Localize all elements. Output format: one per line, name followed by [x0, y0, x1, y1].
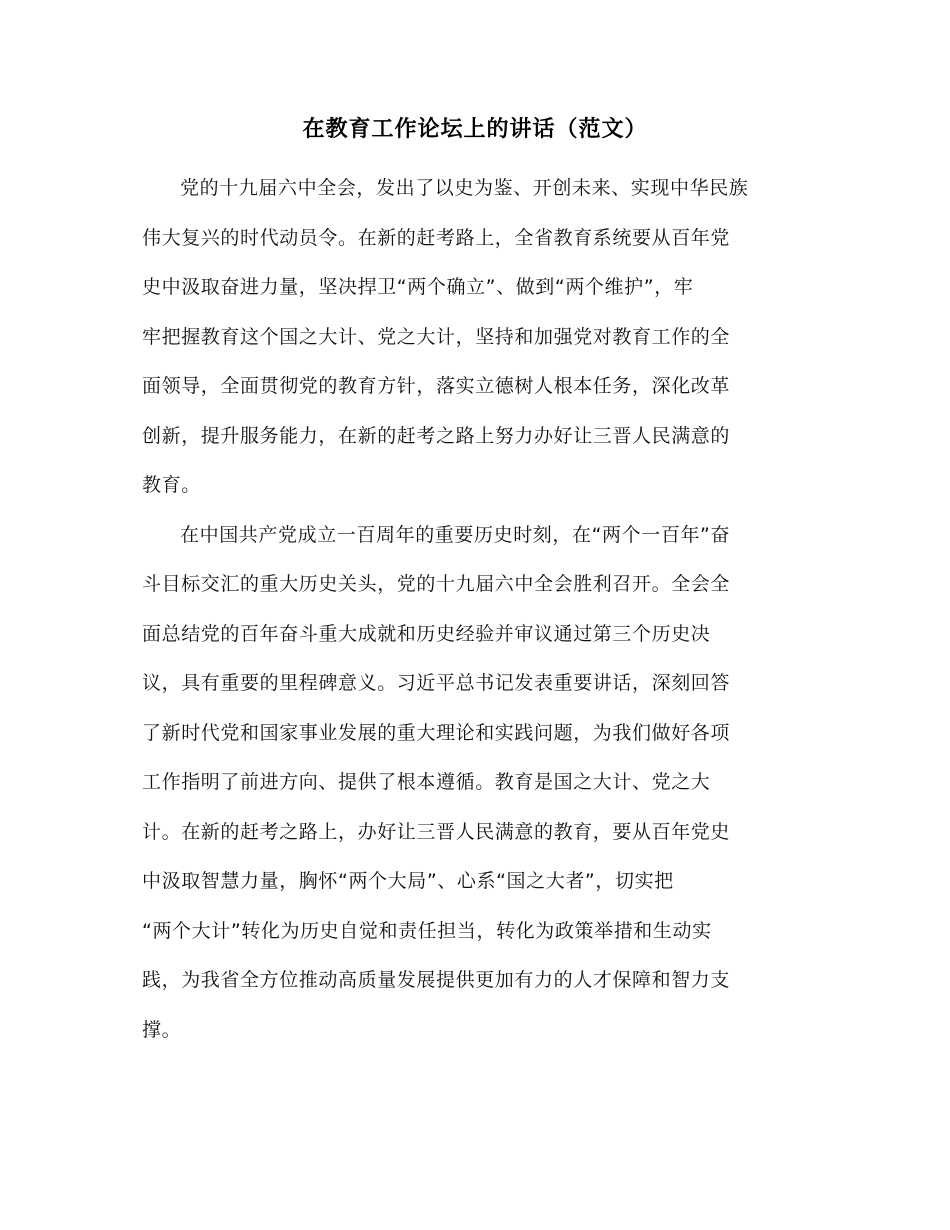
text-line: 中汲取智慧力量，胸怀“两个大局”、心系“国之大者”，切实把	[142, 870, 674, 892]
text-line: 议，具有重要的里程碑意义。习近平总书记发表重要讲话，深刻回答	[142, 672, 731, 694]
text-line: 撑。	[142, 1018, 182, 1041]
text-line: 创新，提升服务能力，在新的赶考之路上努力办好让三晋人民满意的	[142, 424, 731, 447]
text-line: 在中国共产党成立一百周年的重要历史时刻，在“两个一百年”奋	[180, 523, 731, 546]
text-line: “两个大计”转化为历史自觉和责任担当，转化为政策举措和生动实	[142, 919, 712, 942]
text-line: 教育。	[142, 474, 201, 496]
document-title: 在教育工作论坛上的讲话（范文）	[302, 116, 648, 142]
text-line: 践，为我省全方位推动高质量发展提供更加有力的人才保障和智力支	[142, 969, 731, 991]
text-line: 面领导，全面贯彻党的教育方针，落实立德树人根本任务，深化改革	[142, 375, 731, 397]
text-line: 斗目标交汇的重大历史关头，党的十九届六中全会胜利召开。全会全	[142, 573, 731, 595]
text-line: 面总结党的百年奋斗重大成就和历史经验并审议通过第三个历史决	[142, 622, 711, 645]
paragraph-1	[142, 164, 802, 511]
text-line: 伟大复兴的时代动员令。在新的赶考路上，全省教育系统要从百年党	[142, 226, 731, 249]
text-line: 史中汲取奋进力量，坚决捍卫“两个确立”、做到“两个维护”，牢	[142, 276, 694, 298]
text-line: 党的十九届六中全会，发出了以史为鉴、开创未来、实现中华民族	[180, 177, 749, 199]
text-line: 牢把握教育这个国之大计、党之大计，坚持和加强党对教育工作的全	[142, 325, 731, 348]
text-line: 工作指明了前进方向、提供了根本遵循。教育是国之大计、党之大	[142, 771, 711, 793]
text-line: 了新时代党和国家事业发展的重大理论和实践问题，为我们做好各项	[142, 721, 731, 744]
text-line: 计。在新的赶考之路上，办好让三晋人民满意的教育，要从百年党史	[142, 820, 731, 843]
document-body	[142, 164, 802, 1055]
paragraph-2	[142, 511, 802, 1056]
